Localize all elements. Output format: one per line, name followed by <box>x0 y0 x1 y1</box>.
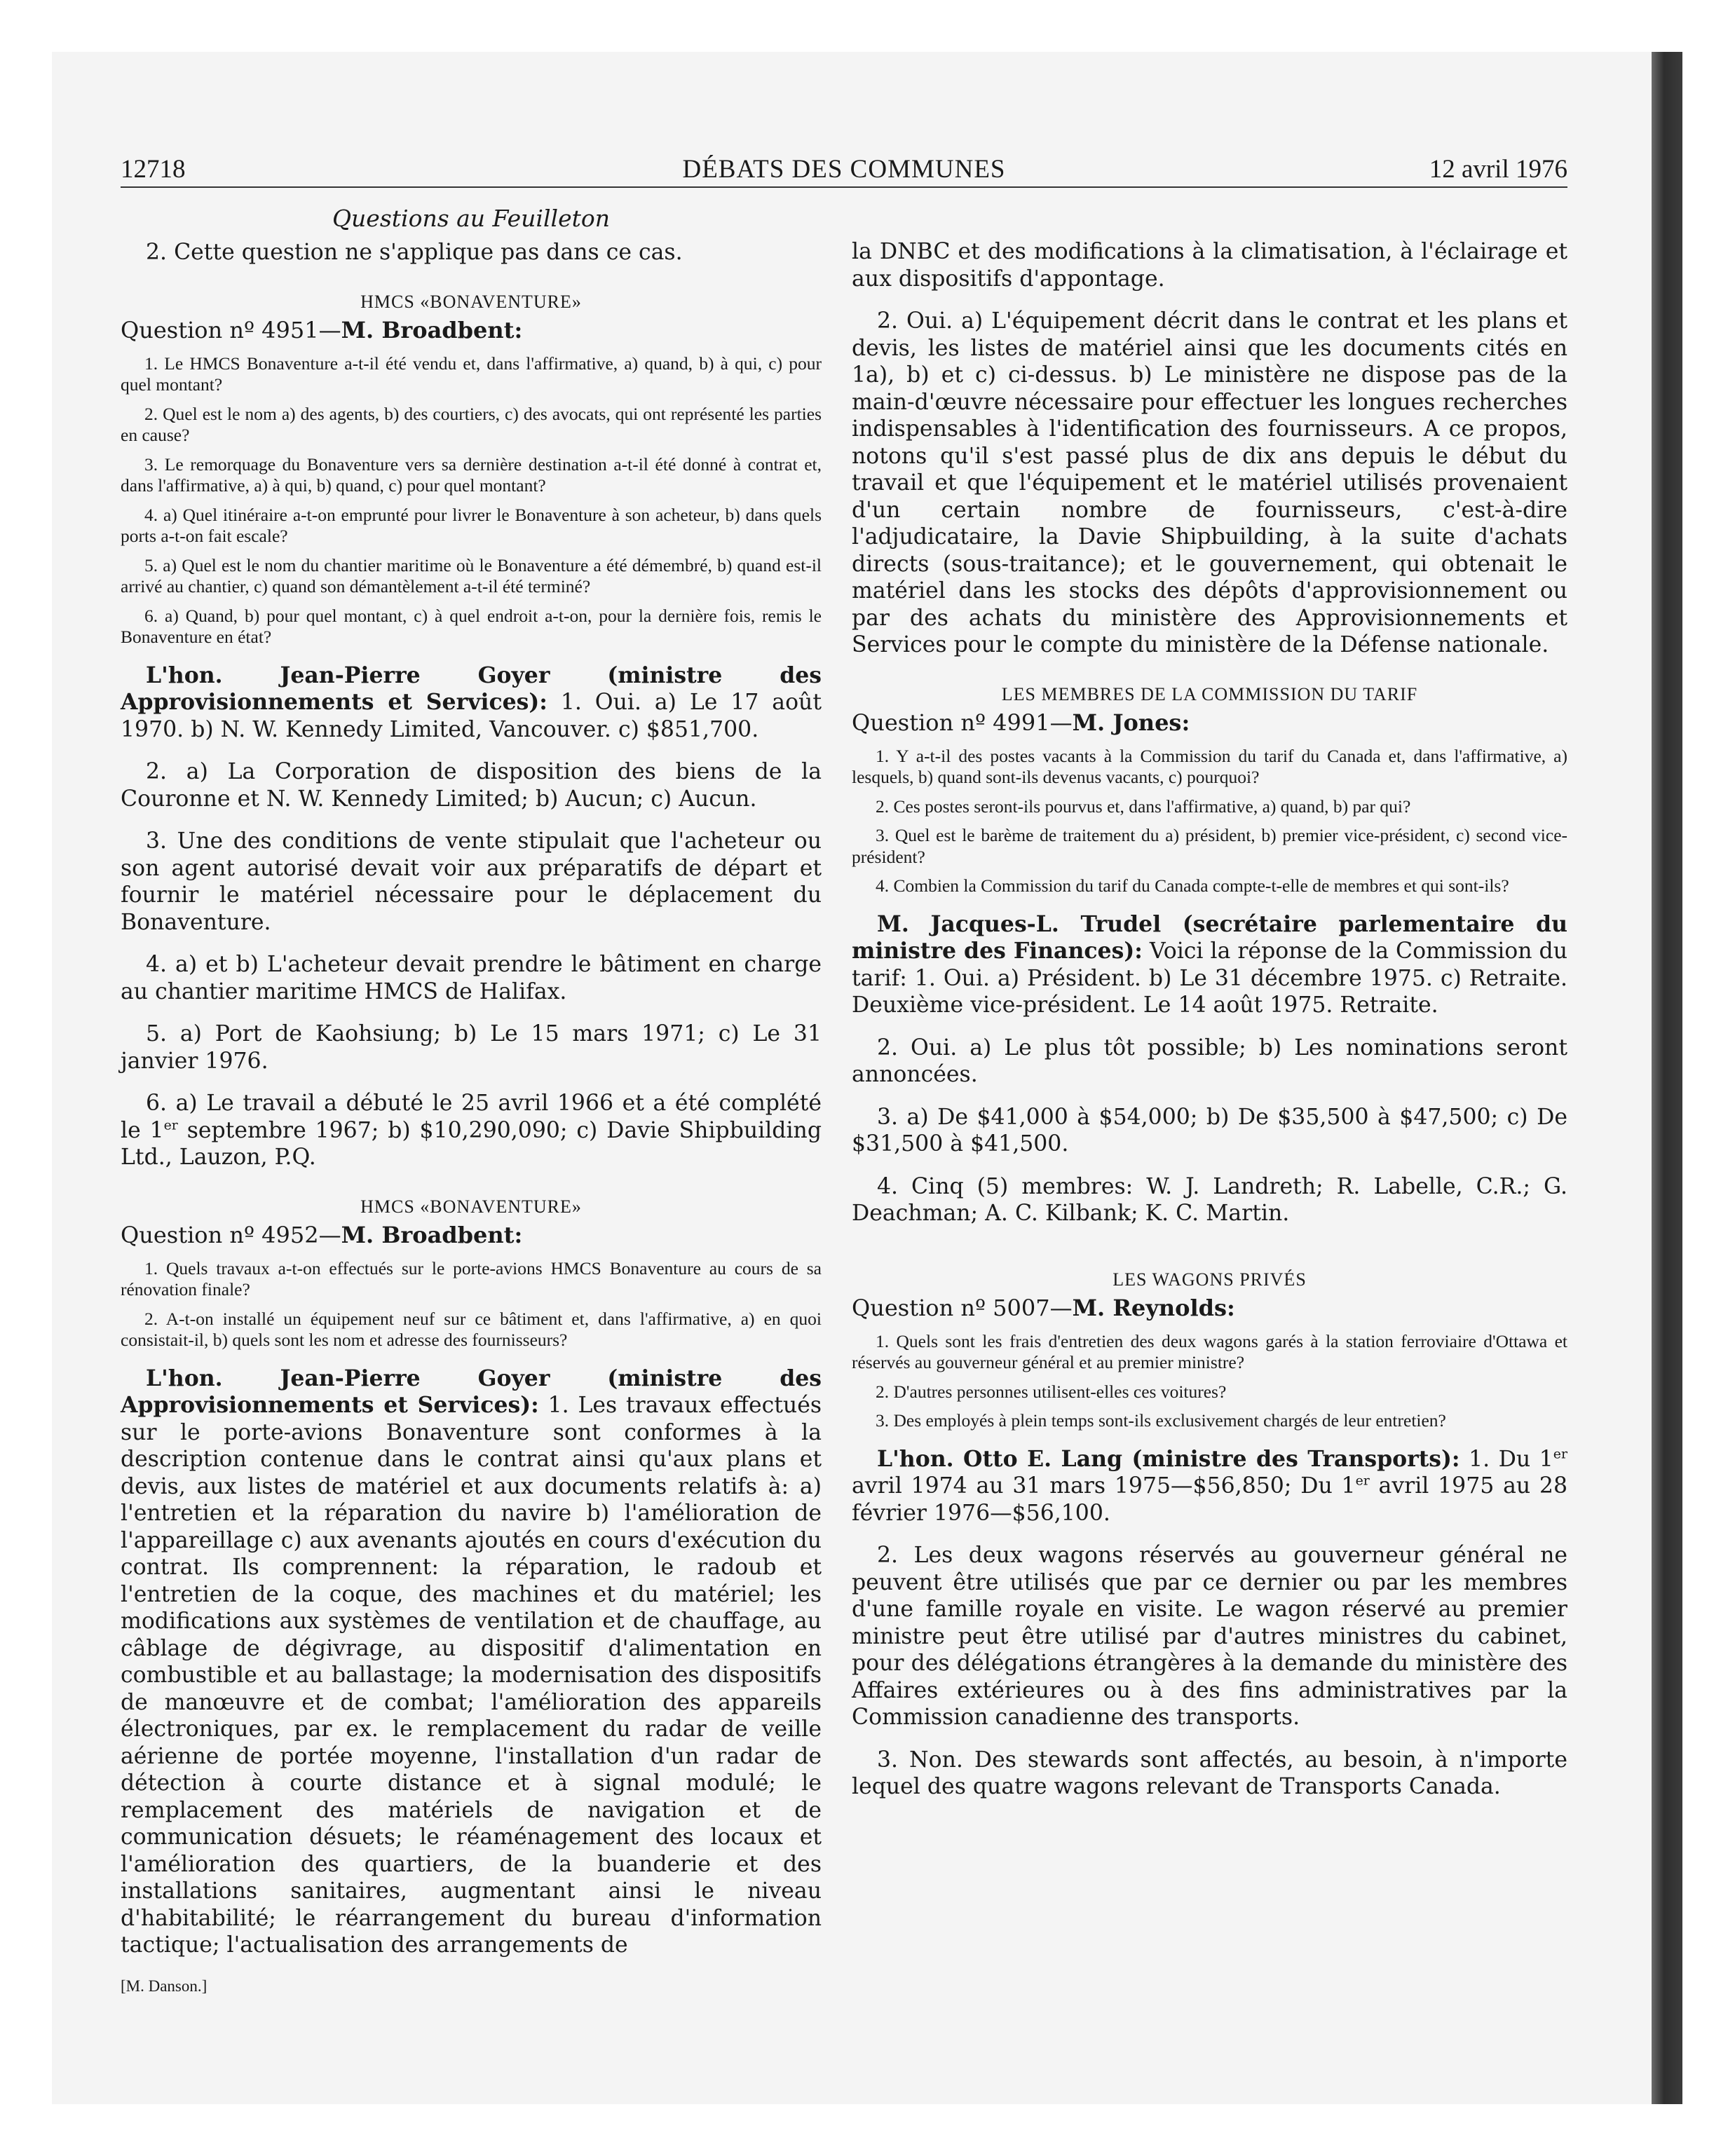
question-item: 1. Quels sont les frais d'entretien des deux wagons garés à la station ferroviaire d'Ottawa et réservés au gouverneur général et au premier ministre? <box>852 1330 1567 1372</box>
issue-date: 12 avril 1976 <box>1429 155 1567 184</box>
answer-paragraph: L'hon. Jean-Pierre Goyer (ministre des Approvisionnements et Services): 1. Oui. a) Le 17 août 1970. b) N. W. Kennedy Limited, Vancouver. c) $851,700. <box>121 662 822 742</box>
questioner: M. Reynolds: <box>1072 1294 1235 1321</box>
question-item: 1. Le HMCS Bonaventure a-t-il été vendu et, dans l'affirmative, a) quand, b) à qui, c) pour quel montant? <box>121 353 822 395</box>
question-line: Question nº 4952—M. Broadbent: <box>121 1221 523 1248</box>
question-item: 5. a) Quel est le nom du chantier maritime où le Bonaventure a été démembré, b) quand est-il arrivé au chantier, c) quand son démantèlement a-t-il été terminé? <box>121 554 822 596</box>
section-heading: LES WAGONS PRIVÉS <box>1113 1269 1307 1290</box>
question-item: 2. D'autres personnes utilisent-elles ces voitures? <box>876 1381 1227 1402</box>
section-heading: LES MEMBRES DE LA COMMISSION DU TARIF <box>1001 683 1418 704</box>
question-item: 3. Quel est le barème de traitement du a) président, b) premier vice-président, c) second vice-président? <box>852 825 1567 867</box>
questioner: M. Broadbent: <box>341 1221 523 1248</box>
answer-paragraph: L'hon. Jean-Pierre Goyer (ministre des Approvisionnements et Services): 1. Les travaux effectués sur le porte-avions Bonaventure sont conformes à la description contenue dans le contrat ainsi qu'aux plans et devis, aux listes de matériel et aux documents relatifs à: a) l'entretien et la réparation du navire b) l'amélioration de l'appareillage c) aux avenants ajoutés en cours d'exécution du contrat. Ils comprennent: la réparation, le radoub et l'entretien de la coque, des machines et du matériel; les modifications aux systèmes de ventilation et de chauffage, au câblage de dégivrage, au dispositif d'alimentation en combustible et au ballastage; la modernisation des dispositifs de manœuvre et de combat; l'amélioration des appareils électroniques, par ex. le remplacement du radar de veille aérienne de portée moyenne, l'installation d'un radar de détection à courte distance et à signal modulé; le remplacement des matériels de navigation et de communication désuets; le réaménagement des locaux et l'amélioration des quartiers, de la buanderie et des installations sanitaires, augmentant ainsi le niveau d'habitabilité; le réarrangement du bureau d'information tactique; l'actualisation des arrangements de <box>121 1365 822 1958</box>
answer-paragraph: 3. a) De $41,000 à $54,000; b) De $35,500 à $47,500; c) De $31,500 à $41,500. <box>852 1104 1567 1157</box>
question-item: 2. Quel est le nom a) des agents, b) des courtiers, c) des avocats, qui ont représenté les parties en cause? <box>121 403 822 445</box>
right-column <box>852 238 1567 1816</box>
answer-paragraph: 3. Une des conditions de vente stipulait que l'acheteur ou son agent autorisé devait voir aux préparatifs de départ et fournir le matériel nécessaire pour le déplacement du Bonaventure. <box>121 828 822 935</box>
question-item: 4. Combien la Commission du tarif du Canada compte-t-elle de membres et qui sont-ils? <box>876 875 1509 896</box>
publication-title: DÉBATS DES COMMUNES <box>682 155 1006 184</box>
speaker: L'hon. Otto E. Lang (ministre des Transports): <box>877 1445 1460 1472</box>
speaker: L'hon. Jean-Pierre Goyer (ministre des Approvisionnements et Services): <box>121 1365 822 1418</box>
answer-paragraph: 2. Les deux wagons réservés au gouverneur général ne peuvent être utilisés que par ce dernier ou par les membres d'une famille royale en visite. Le wagon réservé au premier ministre peut être utilisé par d'autres ministres du cabinet, pour des délégations étrangères à la demande du ministère des Affaires extérieures ou à des fins administratives par la Commission canadienne des transports. <box>852 1543 1567 1730</box>
answer-paragraph: 5. a) Port de Kaohsiung; b) Le 15 mars 1971; c) Le 31 janvier 1976. <box>121 1021 822 1074</box>
paragraph: 2. Oui. a) L'équipement décrit dans le contrat et les plans et devis, les listes de matériel ainsi que les documents cités en 1a), b) et c) ci-dessus. b) Le ministère ne dispose pas de la main-d'œuvre nécessaire pour effectuer les longues recherches indispensables à l'identification des fournisseurs. A ce propos, notons qu'il s'est passé plus de dix ans depuis le début du travail et que l'équipement et le matériel utilisés provenaient d'un certain nombre de fournisseurs, c'est-à-dire l'adjudicataire, la Davie Shipbuilding, à la suite d'achats directs (sous-traitance); et le gouvernement, qui obtenait le matériel dans les stocks des dépôts d'approvisionnement ou par des achats du ministère des Approvisionnements et Services pour le compte du ministère de la Défense nationale. <box>852 308 1567 657</box>
paragraph: 2. Cette question ne s'applique pas dans ce cas. <box>146 240 683 265</box>
page-number: 12718 <box>121 155 186 184</box>
paragraph: la DNBC et des modifications à la climatisation, à l'éclairage et aux dispositifs d'appontage. <box>852 239 1567 292</box>
question-item: 1. Y a-t-il des postes vacants à la Commission du tarif du Canada et, dans l'affirmative, a) lesquels, b) quand sont-ils devenus vacants, c) pourquoi? <box>852 745 1567 787</box>
question-item: 2. A-t-on installé un équipement neuf sur ce bâtiment et, dans l'affirmative, a) en quoi consistait-il, b) quels sont les nom et adresse des fournisseurs? <box>121 1308 822 1350</box>
page-edge-shadow <box>1652 52 1682 2104</box>
speaker: M. Jacques-L. Trudel (secrétaire parlementaire du ministre des Finances): <box>852 910 1567 964</box>
running-title: Questions au Feuilleton <box>332 205 610 232</box>
questioner: M. Jones: <box>1072 709 1190 736</box>
speaker-signature: [M. Danson.] <box>121 1977 207 1995</box>
speaker: L'hon. Jean-Pierre Goyer (ministre des Approvisionnements et Services): <box>121 662 822 715</box>
question-line: Question nº 4991—M. Jones: <box>852 709 1190 736</box>
section-heading: HMCS «BONAVENTURE» <box>360 1196 582 1217</box>
answer-paragraph: 3. Non. Des stewards sont affectés, au besoin, à n'importe lequel des quatre wagons relevant de Transports Canada. <box>852 1747 1567 1799</box>
page-header <box>121 150 1567 188</box>
question-line: Question nº 5007—M. Reynolds: <box>852 1294 1235 1321</box>
section-heading: HMCS «BONAVENTURE» <box>360 291 582 312</box>
answer-paragraph: 2. Oui. a) Le plus tôt possible; b) Les nominations seront annoncées. <box>852 1035 1567 1087</box>
question-item: 3. Le remorquage du Bonaventure vers sa dernière destination a-t-il été donné à contrat et, dans l'affirmative, a) à qui, b) quand, c) pour quel montant? <box>121 453 822 496</box>
question-item: 3. Des employés à plein temps sont-ils exclusivement chargés de leur entretien? <box>876 1410 1446 1431</box>
questioner: M. Broadbent: <box>341 316 523 343</box>
answer-paragraph: 4. Cinq (5) membres: W. J. Landreth; R. Labelle, C.R.; G. Deachman; A. C. Kilbank; K. C. Martin. <box>852 1173 1567 1226</box>
question-item: 2. Ces postes seront-ils pourvus et, dans l'affirmative, a) quand, b) par qui? <box>876 796 1411 817</box>
answer-paragraph: M. Jacques-L. Trudel (secrétaire parlementaire du ministre des Finances): Voici la réponse de la Commission du tarif: 1. Oui. a) Président. b) Le 31 décembre 1975. c) Retraite. Deuxième vice-président. Le 14 août 1975. Retraite. <box>852 910 1567 1018</box>
answer-paragraph: L'hon. Otto E. Lang (ministre des Transports): 1. Du 1er avril 1974 au 31 mars 1975—$56,850; Du 1er avril 1975 au 28 février 1976—$56,100. <box>852 1445 1567 1526</box>
left-column <box>121 205 822 1995</box>
answer-paragraph: 4. a) et b) L'acheteur devait prendre le bâtiment en charge au chantier maritime HMCS de Halifax. <box>121 952 822 1004</box>
question-item: 4. a) Quel itinéraire a-t-on emprunté pour livrer le Bonaventure à son acheteur, b) dans quels ports a-t-on fait escale? <box>121 504 822 546</box>
answer-paragraph: 2. a) La Corporation de disposition des biens de la Couronne et N. W. Kennedy Limited; b) Aucun; c) Aucun. <box>121 759 822 812</box>
answer-paragraph: 6. a) Le travail a débuté le 25 avril 1966 et a été complété le 1er septembre 1967; b) $10,290,090; c) Davie Shipbuilding Ltd., Lauzon, P.Q. <box>121 1091 822 1170</box>
question-item: 6. a) Quand, b) pour quel montant, c) à quel endroit a-t-on, pour la dernière fois, remis le Bonaventure en état? <box>121 605 822 647</box>
question-line: Question nº 4951—M. Broadbent: <box>121 316 523 343</box>
question-item: 1. Quels travaux a-t-on effectués sur le porte-avions HMCS Bonaventure au cours de sa rénovation finale? <box>121 1257 822 1299</box>
